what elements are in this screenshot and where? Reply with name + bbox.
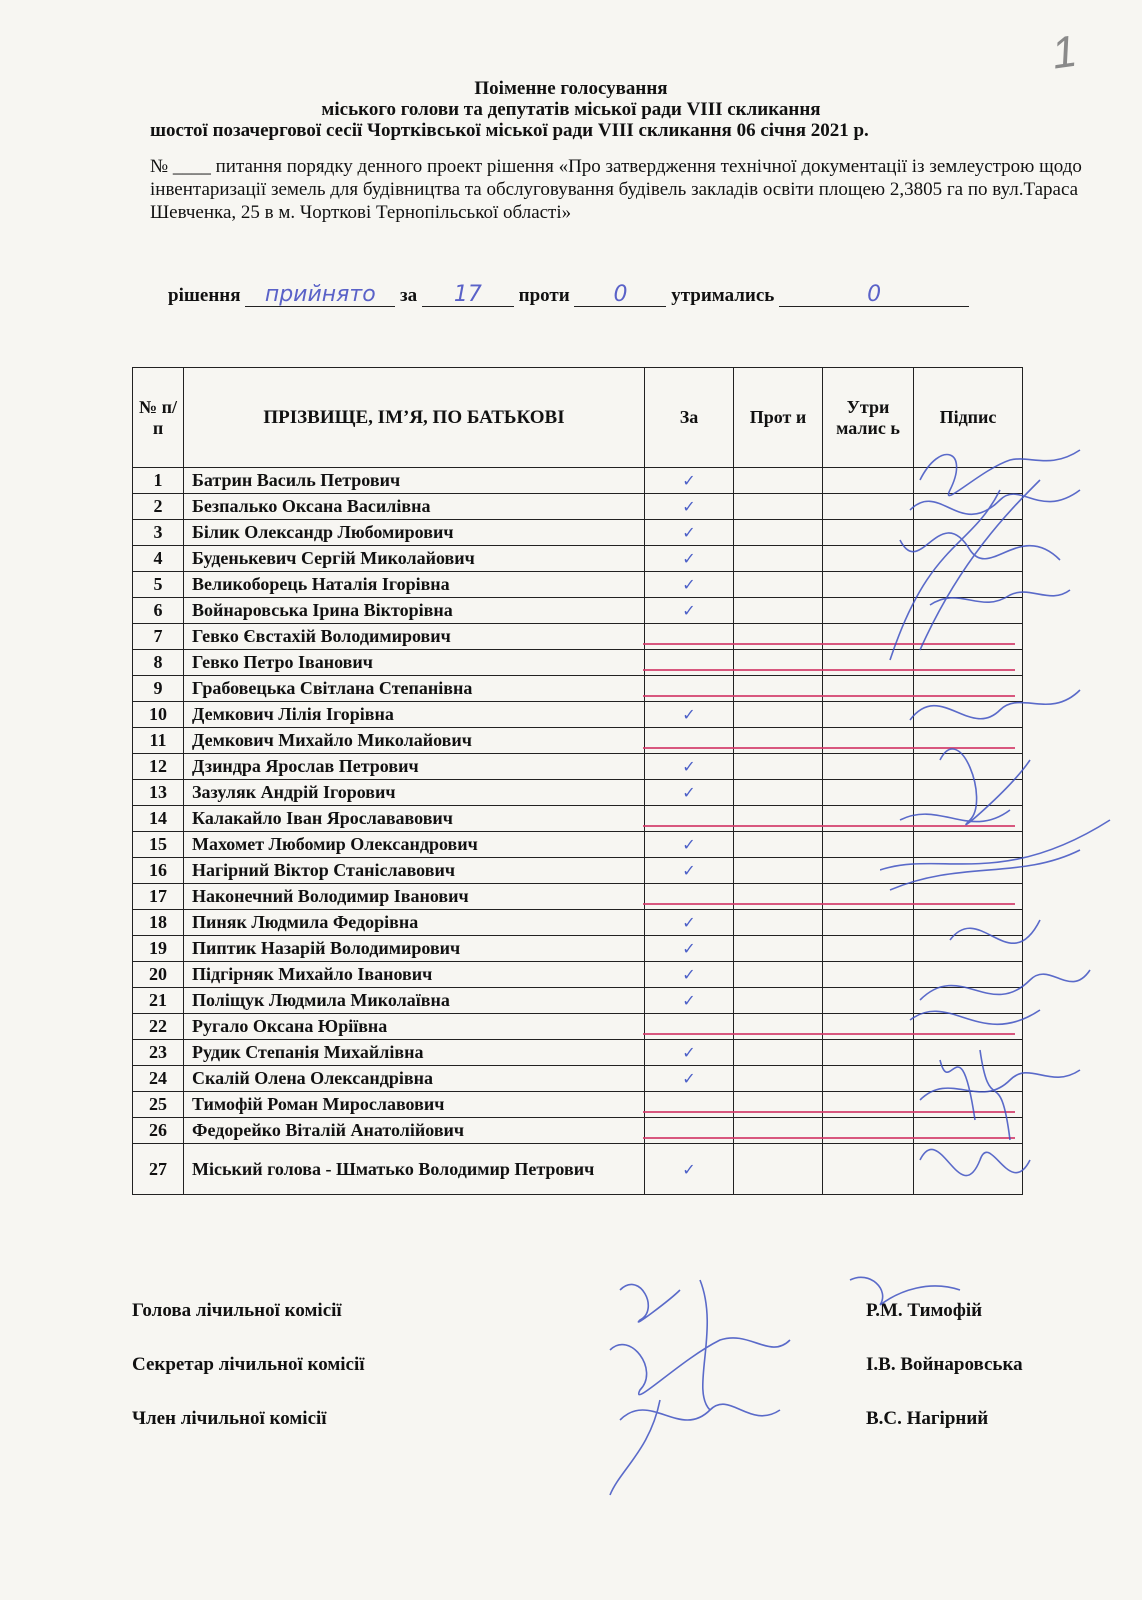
signature-1	[920, 450, 1080, 496]
vote-proty-cell	[734, 728, 823, 754]
commission-signatures	[600, 1270, 1000, 1500]
vote-proty-cell	[734, 572, 823, 598]
row-number: 2	[133, 494, 184, 520]
row-number: 6	[133, 598, 184, 624]
vote-proty-cell	[734, 624, 823, 650]
vote-proty-cell	[734, 962, 823, 988]
header-sign: Підпис	[914, 368, 1023, 468]
deputy-name: Рудик Степанія Михайлівна	[184, 1040, 645, 1066]
row-number: 12	[133, 754, 184, 780]
deputy-name: Федорейко Віталій Анатолійович	[184, 1118, 645, 1144]
row-number: 24	[133, 1066, 184, 1092]
decision-line	[168, 284, 1068, 307]
signature-16	[950, 920, 1040, 943]
vote-za-cell	[645, 1092, 734, 1118]
vote-proty-cell	[734, 1092, 823, 1118]
vote-za-cell	[645, 650, 734, 676]
vote-za-cell: ✓	[645, 1066, 734, 1092]
vote-za-cell: ✓	[645, 962, 734, 988]
vote-proty-cell	[734, 468, 823, 494]
row-number: 25	[133, 1092, 184, 1118]
row-number: 20	[133, 962, 184, 988]
row-number: 13	[133, 780, 184, 806]
row-number: 27	[133, 1144, 184, 1195]
deputy-name: Махомет Любомир Олександрович	[184, 832, 645, 858]
deputy-name: Буденькевич Сергій Миколайович	[184, 546, 645, 572]
vote-proty-cell	[734, 650, 823, 676]
deputy-name: Войнаровська Ірина Вікторівна	[184, 598, 645, 624]
secretary-signature	[610, 1338, 790, 1395]
vote-proty-cell	[734, 988, 823, 1014]
row-number: 1	[133, 468, 184, 494]
signature-6	[930, 590, 1070, 605]
vote-za-cell: ✓	[645, 468, 734, 494]
deputy-name: Калакайло Іван Ярослававович	[184, 806, 645, 832]
row-number: 22	[133, 1014, 184, 1040]
decision-label: рішення	[168, 285, 241, 306]
deputy-name: Демкович Михайло Миколайович	[184, 728, 645, 754]
row-number: 11	[133, 728, 184, 754]
deputy-name: Безпалько Оксана Василівна	[184, 494, 645, 520]
deputy-name: Пиняк Людмила Федорівна	[184, 910, 645, 936]
deputy-name: Зазуляк Андрій Ігорович	[184, 780, 645, 806]
vote-proty-cell	[734, 1014, 823, 1040]
deputy-name: Батрин Василь Петрович	[184, 468, 645, 494]
vote-proty-cell	[734, 910, 823, 936]
vote-za-cell: ✓	[645, 936, 734, 962]
vote-za-cell	[645, 676, 734, 702]
deputy-name: Дзиндра Ярослав Петрович	[184, 754, 645, 780]
row-number: 8	[133, 650, 184, 676]
vote-proty-cell	[734, 1040, 823, 1066]
vote-proty-cell	[734, 1118, 823, 1144]
deputy-name: Гевко Петро Іванович	[184, 650, 645, 676]
deputy-name: Міський голова - Шматько Володимир Петрович	[184, 1144, 645, 1195]
vote-proty-cell	[734, 494, 823, 520]
vote-proty-cell	[734, 780, 823, 806]
deputy-name: Грабовецька Світлана Степанівна	[184, 676, 645, 702]
vote-za-cell: ✓	[645, 702, 734, 728]
deputy-name: Демкович Лілія Ігорівна	[184, 702, 645, 728]
title-line-2: міського голови та депутатів міської ради VIII скликання	[321, 99, 821, 120]
vote-za-cell	[645, 884, 734, 910]
header-name: ПРІЗВИЩЕ, ІМ’Я, ПО БАТЬКОВІ	[184, 368, 645, 468]
za-count: 17	[422, 284, 514, 307]
vote-za-cell	[645, 1118, 734, 1144]
signature-12	[940, 749, 1030, 825]
row-number: 17	[133, 884, 184, 910]
header-proty: Прот и	[734, 368, 823, 468]
row-number: 9	[133, 676, 184, 702]
vote-proty-cell	[734, 832, 823, 858]
vote-proty-cell	[734, 884, 823, 910]
header-za: За	[645, 368, 734, 468]
deputy-name: Ругало Оксана Юріївна	[184, 1014, 645, 1040]
member-role: Член лічильної комісії	[132, 1408, 327, 1429]
header-utr: Утри малис ь	[823, 368, 914, 468]
document-header	[0, 78, 1142, 141]
vote-proty-cell	[734, 806, 823, 832]
vote-proty-cell	[734, 1144, 823, 1195]
member-signature	[610, 1400, 780, 1495]
signature-23	[940, 1050, 1010, 1140]
row-number: 18	[133, 910, 184, 936]
chair-signature	[620, 1280, 710, 1410]
deputy-name: Наконечний Володимир Іванович	[184, 884, 645, 910]
member-name: В.С. Нагірний	[866, 1408, 989, 1429]
signature-20	[910, 1010, 1040, 1024]
vote-za-cell: ✓	[645, 546, 734, 572]
decision-value: прийнято	[245, 284, 395, 307]
vote-za-cell: ✓	[645, 832, 734, 858]
vote-za-cell	[645, 624, 734, 650]
vote-proty-cell	[734, 546, 823, 572]
deputy-name: Білик Олександр Любомирович	[184, 520, 645, 546]
vote-proty-cell	[734, 702, 823, 728]
row-number: 10	[133, 702, 184, 728]
vote-proty-cell	[734, 754, 823, 780]
vote-za-cell: ✓	[645, 858, 734, 884]
vote-za-cell	[645, 728, 734, 754]
row-number: 15	[133, 832, 184, 858]
row-number: 14	[133, 806, 184, 832]
vote-za-cell	[645, 1014, 734, 1040]
signature-19	[920, 970, 1090, 1000]
row-number: 26	[133, 1118, 184, 1144]
vote-proty-cell	[734, 676, 823, 702]
deputy-name: Підгірняк Михайло Іванович	[184, 962, 645, 988]
vote-za-cell: ✓	[645, 910, 734, 936]
signature-15	[880, 820, 1110, 890]
row-number: 5	[133, 572, 184, 598]
title-line-3: шостої позачергової сесії Чортківської міської ради VIII скликання 06 січня 2021 р.	[150, 120, 869, 141]
signature-10	[910, 690, 1080, 720]
vote-za-cell: ✓	[645, 572, 734, 598]
signature-scribbles	[880, 420, 1120, 1240]
chair-name: Р.М. Тимофій	[866, 1300, 983, 1321]
secretary-name: І.В. Войнаровська	[866, 1354, 1023, 1375]
vote-proty-cell	[734, 936, 823, 962]
vote-za-cell: ✓	[645, 1144, 734, 1195]
vote-za-cell: ✓	[645, 754, 734, 780]
signature-13	[900, 810, 1010, 822]
header-num: № п/п	[133, 368, 184, 468]
chair-role: Голова лічильної комісії	[132, 1300, 342, 1321]
page-number: 1	[1048, 26, 1080, 79]
proty-label: проти	[518, 285, 570, 306]
row-number: 16	[133, 858, 184, 884]
deputy-name: Тимофій Роман Мирославович	[184, 1092, 645, 1118]
deputy-name: Великоборець Наталія Ігорівна	[184, 572, 645, 598]
vote-proty-cell	[734, 858, 823, 884]
deputy-name: Гевко Євстахій Володимирович	[184, 624, 645, 650]
vote-proty-cell	[734, 520, 823, 546]
utr-count: 0	[779, 284, 969, 307]
row-number: 3	[133, 520, 184, 546]
row-number: 7	[133, 624, 184, 650]
deputy-name: Пиптик Назарій Володимирович	[184, 936, 645, 962]
deputy-name: Поліщук Людмила Миколаївна	[184, 988, 645, 1014]
za-label: за	[400, 285, 418, 306]
vote-za-cell: ✓	[645, 520, 734, 546]
signature-2	[910, 490, 1080, 514]
proty-count: 0	[574, 284, 666, 307]
vote-za-cell: ✓	[645, 1040, 734, 1066]
vote-za-cell	[645, 806, 734, 832]
chair-initials-signature	[850, 1277, 960, 1305]
secretary-role: Секретар лічильної комісії	[132, 1354, 365, 1375]
vote-proty-cell	[734, 598, 823, 624]
vote-za-cell: ✓	[645, 494, 734, 520]
utr-label: утримались	[671, 285, 775, 306]
vote-za-cell: ✓	[645, 780, 734, 806]
deputy-name: Нагірний Віктор Станіславович	[184, 858, 645, 884]
vote-za-cell: ✓	[645, 598, 734, 624]
vote-za-cell: ✓	[645, 988, 734, 1014]
title-line-1: Поіменне голосування	[474, 78, 668, 99]
row-number: 4	[133, 546, 184, 572]
signature-27	[920, 1149, 1030, 1175]
vote-proty-cell	[734, 1066, 823, 1092]
agenda-question: № ____ питання порядку денного проект рішення «Про затвердження технічної документації із землеустрою щодо інвентаризації земель для будівництва та обслуговування будівель закладів освіти площею 2,3805 га по вул.Тараса Шевченка, 25 в м. Чорткові Тернопільської області»	[150, 156, 1082, 223]
deputy-name: Скалій Олена Олександрівна	[184, 1066, 645, 1092]
row-number: 23	[133, 1040, 184, 1066]
row-number: 19	[133, 936, 184, 962]
row-number: 21	[133, 988, 184, 1014]
